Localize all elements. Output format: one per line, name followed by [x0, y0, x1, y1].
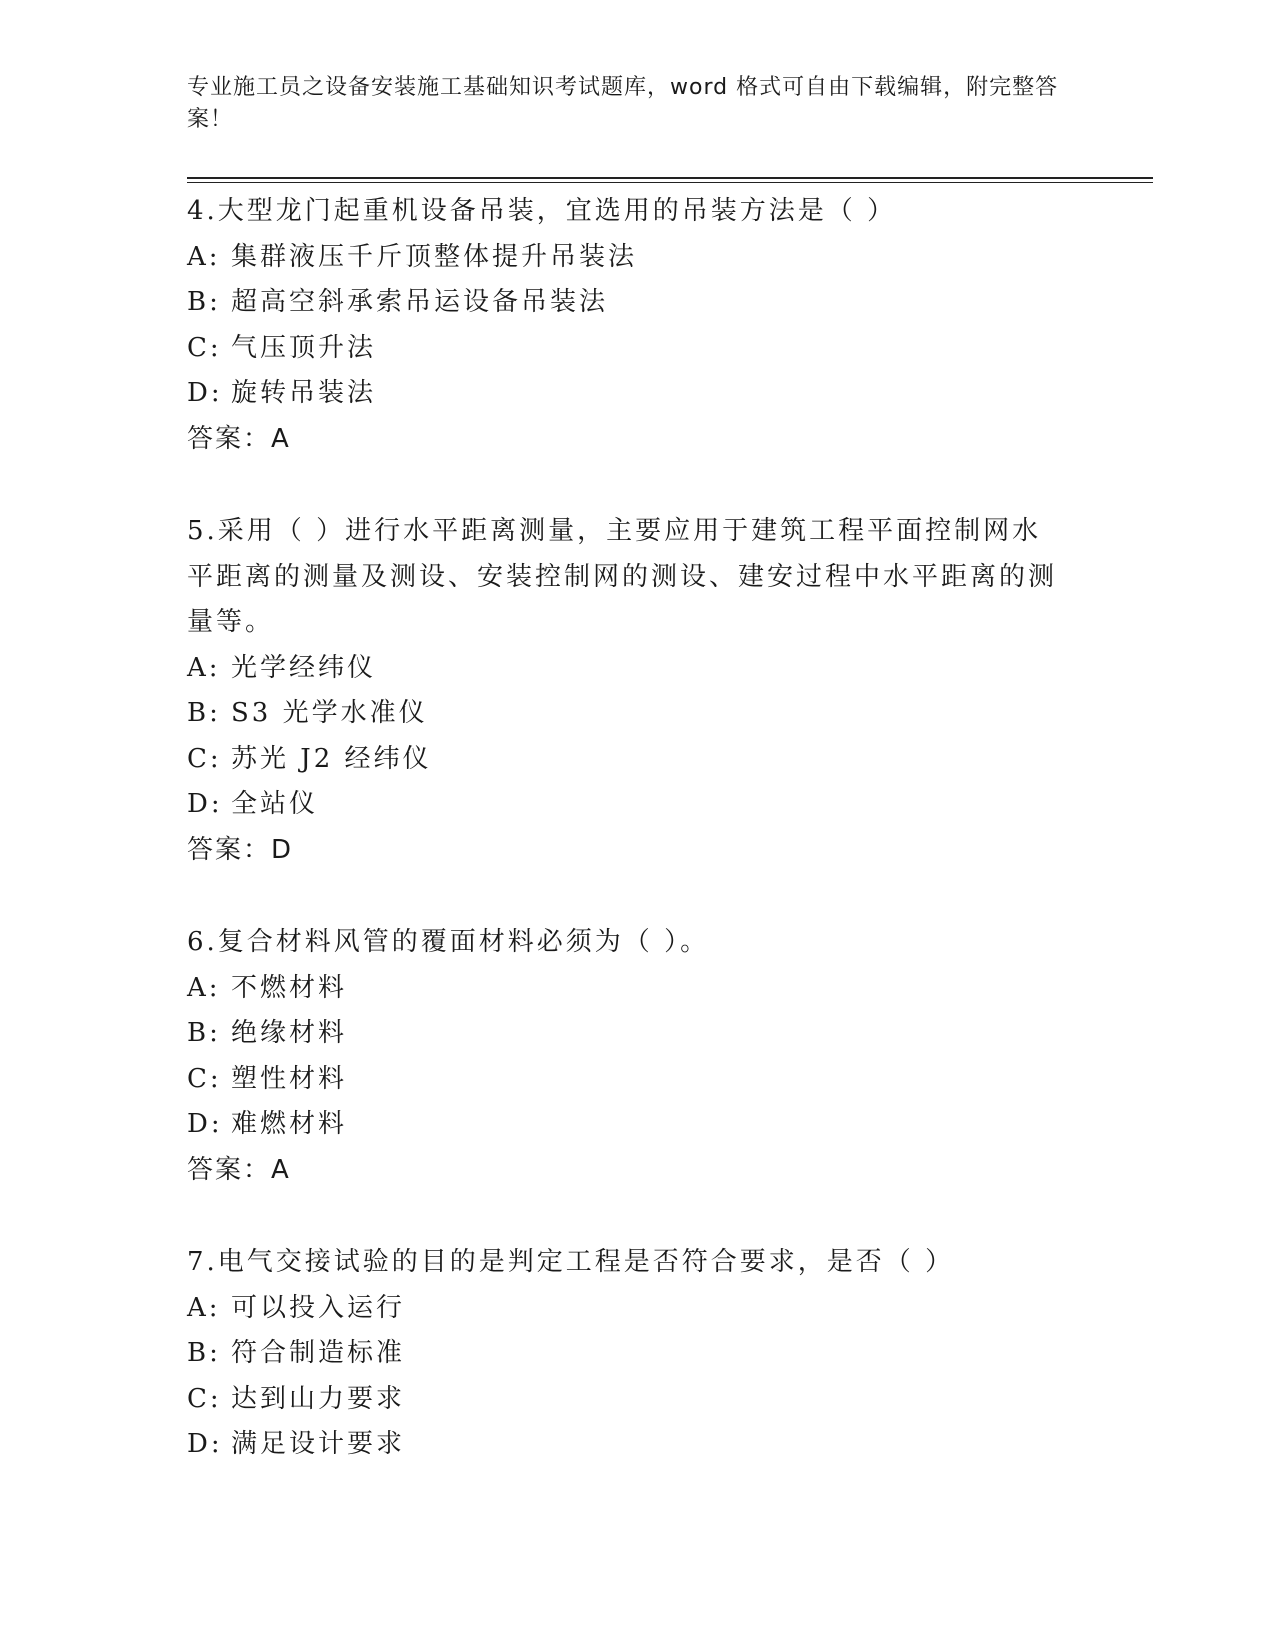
- option-key: A:: [187, 241, 221, 272]
- question-stem: 5.采用（ ）进行水平距离测量，主要应用于建筑工程平面控制网水平距离的测量及测设、安装控制网的测设、建安过程中水平距离的测量等。: [187, 516, 1058, 637]
- option-text: 难燃材料: [231, 1109, 348, 1139]
- option-c: [187, 737, 1087, 783]
- option-key: D:: [187, 789, 223, 819]
- option-b: [187, 691, 1087, 737]
- option-key: B:: [187, 1338, 221, 1368]
- option-text: 光学经纬仪: [231, 652, 377, 683]
- option-text: 符合制造标准: [231, 1338, 406, 1368]
- option-key: B:: [187, 1018, 221, 1048]
- option-text: 满足设计要求: [231, 1429, 406, 1459]
- option-a: [187, 235, 1087, 281]
- option-key: D:: [187, 378, 223, 408]
- option-b: [187, 1331, 1087, 1377]
- option-a: [187, 966, 1087, 1012]
- option-d: [187, 1102, 1087, 1148]
- option-key: A:: [187, 1292, 221, 1323]
- option-text: 超高空斜承索吊运设备吊装法: [231, 287, 609, 317]
- option-text: 不燃材料: [231, 972, 348, 1003]
- option-key: B:: [187, 287, 221, 317]
- option-text: 全站仪: [231, 789, 319, 819]
- option-text: 苏光 J2 经纬仪: [231, 743, 432, 774]
- option-key: C:: [187, 1063, 222, 1094]
- option-text: 塑性材料: [231, 1063, 348, 1094]
- option-key: C:: [187, 743, 222, 774]
- option-d: [187, 371, 1087, 417]
- option-key: C:: [187, 1383, 222, 1414]
- option-key: D:: [187, 1429, 223, 1459]
- question-4: [187, 189, 1087, 462]
- document-header: 专业施工员之设备安装施工基础知识考试题库，word 格式可自由下载编辑，附完整答案！: [187, 75, 1059, 132]
- option-key: A:: [187, 652, 221, 683]
- option-d: [187, 782, 1087, 828]
- question-6: [187, 920, 1087, 1193]
- option-c: [187, 1057, 1087, 1103]
- option-b: [187, 1011, 1087, 1057]
- option-text: 达到山力要求: [231, 1383, 406, 1414]
- option-text: 绝缘材料: [231, 1018, 348, 1048]
- answer-label: 答案：D: [187, 834, 294, 865]
- option-text: S3 光学水准仪: [231, 698, 428, 728]
- answer-label: 答案：A: [187, 1154, 291, 1185]
- option-text: 可以投入运行: [231, 1292, 406, 1323]
- option-key: C:: [187, 332, 222, 363]
- option-text: 气压顶升法: [231, 332, 377, 363]
- option-key: B:: [187, 698, 221, 728]
- option-a: [187, 1286, 1087, 1332]
- option-a: [187, 646, 1087, 692]
- question-stem: 6.复合材料风管的覆面材料必须为（ ）。: [187, 927, 710, 957]
- question-stem: 4.大型龙门起重机设备吊装，宜选用的吊装方法是（ ）: [187, 196, 897, 226]
- question-5: [187, 509, 1087, 873]
- question-7: [187, 1240, 1087, 1468]
- header-divider-thin: [187, 182, 1153, 183]
- option-c: [187, 326, 1087, 372]
- header-divider-thick: [187, 177, 1153, 179]
- answer-label: 答案：A: [187, 423, 291, 454]
- option-key: D:: [187, 1109, 223, 1139]
- option-b: [187, 280, 1087, 326]
- question-list: [187, 189, 1087, 1515]
- option-key: A:: [187, 972, 221, 1003]
- option-text: 集群液压千斤顶整体提升吊装法: [231, 241, 638, 272]
- option-d: [187, 1422, 1087, 1468]
- question-stem: 7.电气交接试验的目的是判定工程是否符合要求，是否（ ）: [187, 1247, 955, 1277]
- option-text: 旋转吊装法: [231, 378, 377, 408]
- option-c: [187, 1377, 1087, 1423]
